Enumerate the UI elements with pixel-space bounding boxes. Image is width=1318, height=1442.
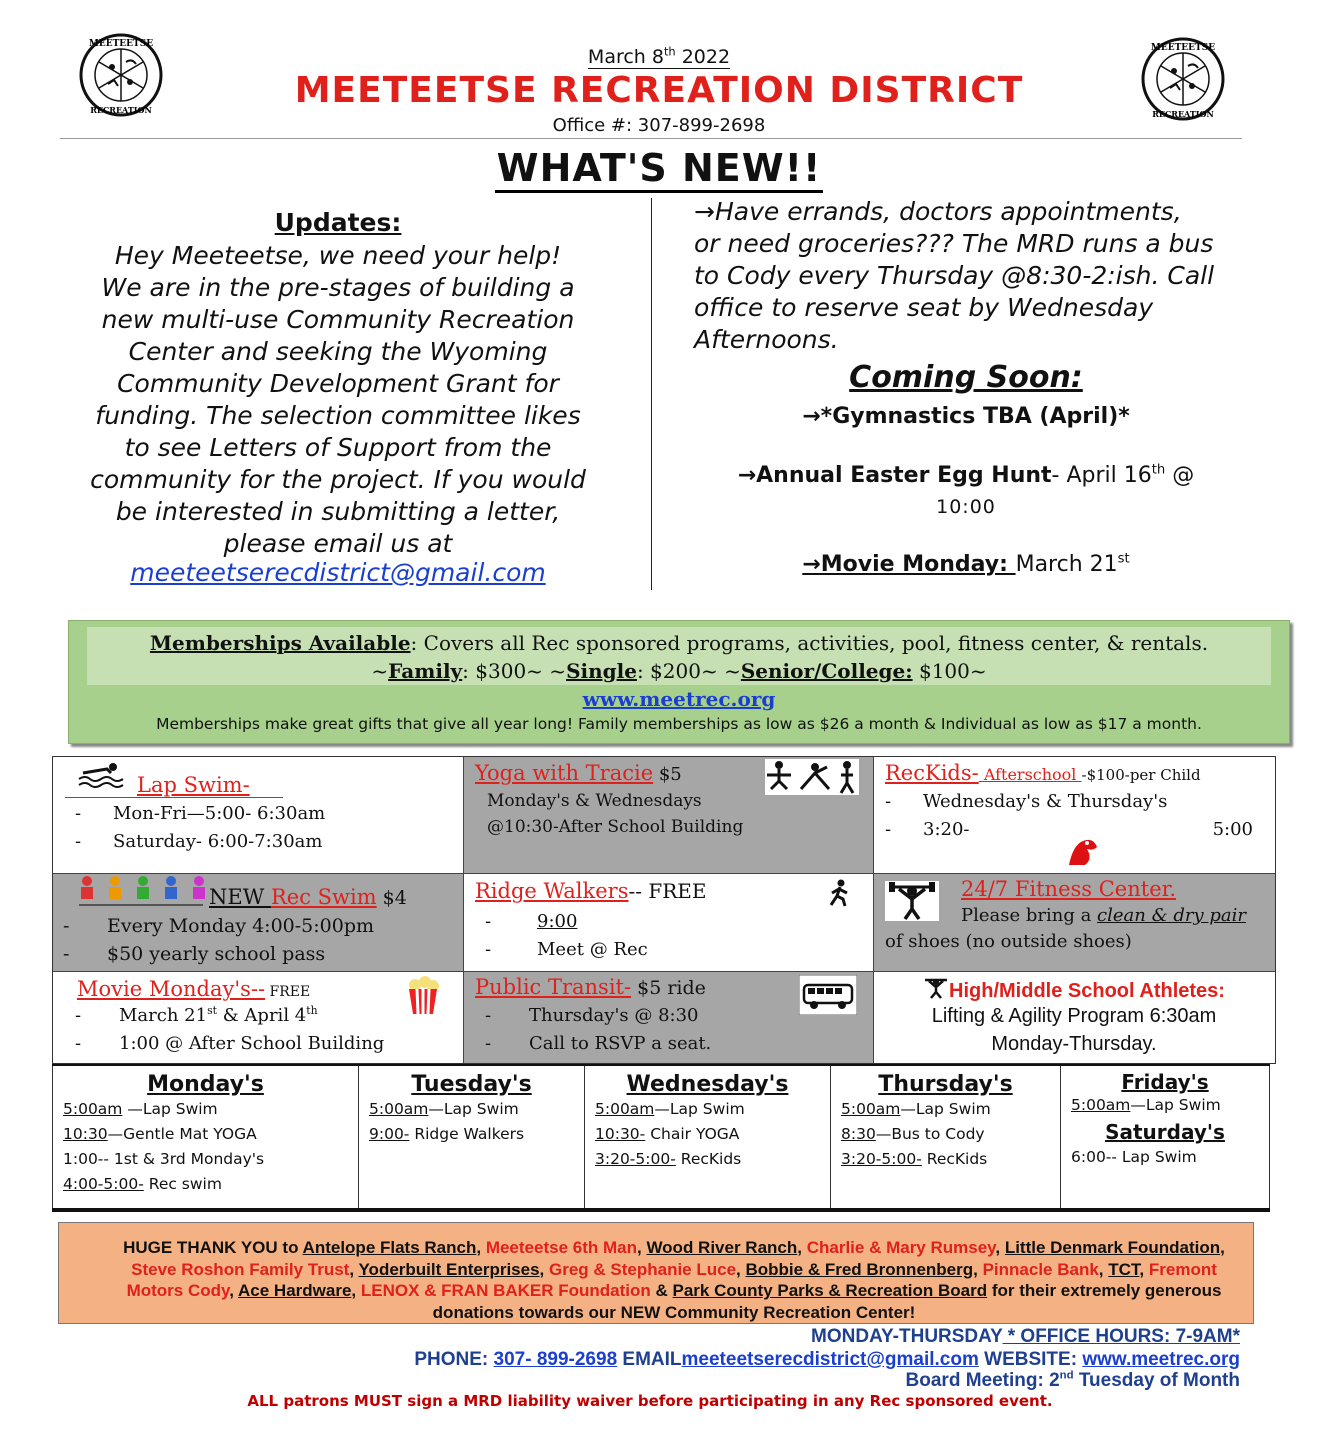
thank-you-fragment: ,	[973, 1259, 983, 1279]
coming-soon-heading: Coming Soon:	[849, 360, 1083, 395]
rec-swim-line-1: - Every Monday 4:00-5:00pm	[63, 915, 375, 937]
bus-icon	[799, 975, 857, 1015]
sponsor-name: Steve Roshon Family Trust	[131, 1259, 350, 1279]
program-rec-swim	[53, 873, 463, 971]
sponsor-name: Greg & Stephanie Luce	[549, 1259, 737, 1279]
schedule-item: 1:00-- 1st & 3rd Monday's	[63, 1150, 265, 1168]
thank-you-fragment: ,	[229, 1281, 239, 1300]
board-meeting: Board Meeting: 2nd Tuesday of Month	[905, 1369, 1240, 1391]
sponsor-name: TCT	[1108, 1259, 1140, 1279]
ridge-line-2: - Meet @ Rec	[485, 939, 648, 960]
kids-icon	[75, 875, 207, 907]
thank-you-fragment: ,	[349, 1259, 359, 1279]
sponsor-name: Antelope Flats Ranch	[302, 1238, 477, 1257]
contact-line: PHONE: 307- 899-2698 EMAILmeeteetserecdistrict@gmail.com WEBSITE: www.meetrec.org	[414, 1349, 1240, 1370]
reckids-line-1: - Wednesday's & Thursday's	[885, 791, 1168, 812]
day-monday: Monday's	[147, 1072, 264, 1097]
athletes-line-1: Lifting & Agility Program 6:30am	[931, 1005, 1217, 1027]
lap-swim-line-1: - Mon-Fri—5:00- 6:30am	[75, 803, 326, 824]
program-fitness	[873, 873, 1275, 971]
walker-icon	[827, 879, 853, 907]
weightlifter-icon	[885, 881, 939, 921]
coming-gymnastics: →*Gymnastics TBA (April)*	[802, 404, 1130, 429]
coming-easter-time: 10:00	[936, 496, 996, 518]
swimmer-icon	[77, 761, 125, 789]
athlete-lifter-icon	[923, 977, 949, 999]
fitness-line-1: Please bring a clean & dry pair	[961, 905, 1246, 926]
coming-easter: →Annual Easter Egg Hunt- April 16th @	[737, 462, 1195, 488]
thank-you-fragment: for their extremely generous donations towards our NEW Community Recreation Center!	[432, 1281, 1222, 1322]
sponsor-name: Little Denmark Foundation	[1004, 1238, 1221, 1257]
program-athletes	[873, 971, 1275, 1063]
updates-body: Hey Meeteetse, we need your help! We are in the pre-stages of building a new multi-use Community Recreation Center and seeking the Wyoming Community Development Grant for funding. The selection committee likes to see Letters of Support from the community for the project. If you would be interested in submitting a letter, please email us at	[90, 241, 586, 558]
schedule-item: 3:20-5:00- RecKids	[841, 1150, 988, 1168]
thank-you-fragment: ,	[636, 1238, 647, 1257]
header-divider	[60, 138, 1242, 139]
day-thursday: Thursday's	[878, 1072, 1013, 1097]
lap-swim-title: Lap Swim-	[137, 773, 250, 797]
sponsor-name: LENOX & FRAN BAKER Foundation	[360, 1281, 651, 1300]
coming-movie: →Movie Monday: March 21st	[802, 551, 1130, 577]
transit-line-2: - Call to RSVP a seat.	[485, 1033, 712, 1054]
schedule-monday	[52, 1066, 358, 1208]
thank-you-fragment: ,	[1139, 1259, 1149, 1279]
thank-you-text	[109, 1237, 1239, 1323]
logo-right-bottom-text: RECREATION	[1152, 109, 1214, 119]
lap-swim-line-2: - Saturday- 6:00-7:30am	[75, 831, 323, 852]
yoga-line-2: @10:30-After School Building	[487, 817, 744, 837]
day-tuesday: Tuesday's	[411, 1072, 532, 1097]
yoga-poses-icon	[765, 759, 859, 795]
memberships-box	[68, 620, 1290, 744]
schedule-item: 6:00-- Lap Swim	[1071, 1148, 1197, 1166]
schedule-item: 5:00am —Lap Swim	[63, 1100, 218, 1118]
yoga-title-line: Yoga with Tracie $5	[475, 761, 682, 785]
program-public-transit	[463, 971, 873, 1063]
ridge-line-1: - 9:00	[485, 911, 578, 932]
logo-left-top-text: MEETEETSE	[88, 39, 154, 49]
thank-you-fragment: ,	[351, 1281, 361, 1300]
schedule-item: 5:00am—Lap Swim	[369, 1100, 519, 1118]
memberships-desc: Memberships Available: Covers all Rec sponsored programs, activities, pool, fitness center, & rentals.	[149, 631, 1209, 655]
schedule-item: 8:30—Bus to Cody	[841, 1125, 985, 1143]
popcorn-icon	[403, 975, 443, 1015]
schedule-wednesday	[584, 1066, 830, 1208]
newsletter-date: March 8th 2022	[587, 44, 731, 68]
program-ridge-walkers	[463, 873, 873, 971]
schedule-item: 4:00-5:00- Rec swim	[63, 1175, 222, 1193]
office-phone: Office #: 307-899-2698	[552, 115, 766, 136]
transit-title-line: Public Transit- $5 ride	[475, 975, 706, 999]
website-link[interactable]: www.meetrec.org	[1082, 1349, 1240, 1370]
yoga-line-1: Monday's & Wednesdays	[487, 791, 702, 811]
phone-link[interactable]: 307- 899-2698	[493, 1349, 618, 1370]
sponsor-name: Ace Hardware	[238, 1281, 352, 1300]
sponsor-name: Fremont Motors Cody	[126, 1259, 1217, 1300]
transit-line-1: - Thursday's @ 8:30	[485, 1005, 699, 1026]
programs-grid	[52, 756, 1276, 1064]
athletes-title-line: High/Middle School Athletes:	[873, 977, 1275, 1003]
schedule-item: 5:00am—Lap Swim	[595, 1100, 745, 1118]
thank-you-fragment: &	[650, 1281, 673, 1300]
schedule-item: 9:00- Ridge Walkers	[369, 1125, 525, 1143]
schedule-item: 10:30- Chair YOGA	[595, 1125, 740, 1143]
athletes-line-2: Monday-Thursday.	[991, 1033, 1157, 1055]
reckids-mascot-icon	[1063, 831, 1101, 871]
sponsor-name: Park County Parks & Recreation Board	[672, 1281, 988, 1300]
sponsor-name: Bobbie & Fred Bronnenberg	[745, 1259, 974, 1279]
thank-you-fragment: ,	[995, 1238, 1005, 1257]
updates-heading: Updates:	[274, 208, 402, 237]
program-reckids	[873, 757, 1275, 873]
schedule-friday-saturday	[1060, 1066, 1270, 1208]
rec-swim-title-line: NEW Rec Swim $4	[209, 885, 407, 909]
thank-you-box	[58, 1222, 1254, 1324]
thank-you-fragment: HUGE THANK YOU to	[123, 1238, 303, 1257]
program-yoga	[463, 757, 873, 873]
day-saturday: Saturday's	[1105, 1120, 1225, 1144]
thank-you-fragment: ,	[797, 1238, 807, 1257]
schedule-item: 3:20-5:00- RecKids	[595, 1150, 742, 1168]
fitness-line-2: of shoes (no outside shoes)	[885, 931, 1132, 952]
sponsor-name: Yoderbuilt Enterprises	[358, 1259, 540, 1279]
schedule-item: 10:30—Gentle Mat YOGA	[63, 1125, 257, 1143]
schedule-item: 5:00am—Lap Swim	[1071, 1096, 1221, 1114]
memberships-website-link[interactable]: www.meetrec.org	[582, 687, 776, 711]
thank-you-fragment: ,	[539, 1259, 549, 1279]
memberships-note: Memberships make great gifts that give all year long! Family memberships as low as $26 a month & Individual as low as $17 a month.	[156, 715, 1202, 733]
movie-line-1: - March 21st & April 4th	[75, 1004, 318, 1026]
sponsor-name: Charlie & Mary Rumsey	[806, 1238, 996, 1257]
thank-you-fragment: ,	[1098, 1259, 1109, 1279]
thank-you-fragment: ,	[476, 1238, 486, 1257]
logo-left-bottom-text: RECREATION	[90, 105, 152, 115]
updates-email-link[interactable]: meeteetserecdistrict@gmail.com	[130, 558, 546, 587]
waiver-notice: ALL patrons MUST sign a MRD liability waiver before participating in any Rec sponsored event.	[247, 1392, 1053, 1410]
movie-title-line: Movie Monday's-- FREE	[77, 977, 311, 1001]
program-lap-swim	[53, 757, 463, 873]
program-movie-monday	[53, 971, 463, 1063]
whats-new-heading: WHAT'S NEW!!	[0, 146, 1318, 190]
sponsor-name: Wood River Ranch	[646, 1238, 798, 1257]
schedule-item: 5:00am—Lap Swim	[841, 1100, 991, 1118]
office-hours: MONDAY-THURSDAY * OFFICE HOURS: 7-9AM*	[811, 1326, 1240, 1347]
column-divider	[651, 198, 652, 590]
schedule-tuesday	[358, 1066, 584, 1208]
schedule-thursday	[830, 1066, 1060, 1208]
email-link[interactable]: meeteetserecdistrict@gmail.com	[681, 1349, 979, 1370]
ridge-title-line: Ridge Walkers-- FREE	[475, 879, 707, 903]
rec-swim-line-2: - $50 yearly school pass	[63, 943, 326, 965]
weekly-schedule	[52, 1064, 1270, 1212]
thank-you-fragment: ,	[736, 1259, 746, 1279]
sponsor-name: Meeteetse 6th Man	[485, 1238, 637, 1257]
reckids-title-line: RecKids- Afterschool -$100-per Child	[885, 761, 1201, 785]
logo-right-top-text: MEETEETSE	[1150, 43, 1216, 53]
fitness-title: 24/7 Fitness Center.	[961, 877, 1177, 901]
movie-line-2: - 1:00 @ After School Building	[75, 1033, 385, 1054]
day-wednesday: Wednesday's	[626, 1072, 789, 1097]
day-friday: Friday's	[1121, 1070, 1209, 1094]
org-title: MEETEETSE RECREATION DISTRICT	[294, 70, 1024, 111]
thank-you-fragment: ,	[1220, 1238, 1225, 1257]
errands-notice: →Have errands, doctors appointments, or need groceries??? The MRD runs a bus to Cody every Thursday @8:30-2:ish. Call office to reserve seat by Wednesday Afternoons.	[694, 197, 1215, 354]
reckids-line-2: - 3:20- 5:00	[885, 819, 1253, 840]
sponsor-name: Pinnacle Bank	[982, 1259, 1099, 1279]
memberships-prices: ~Family: $300~ ~Single: $200~ ~Senior/College: $100~	[371, 659, 987, 683]
